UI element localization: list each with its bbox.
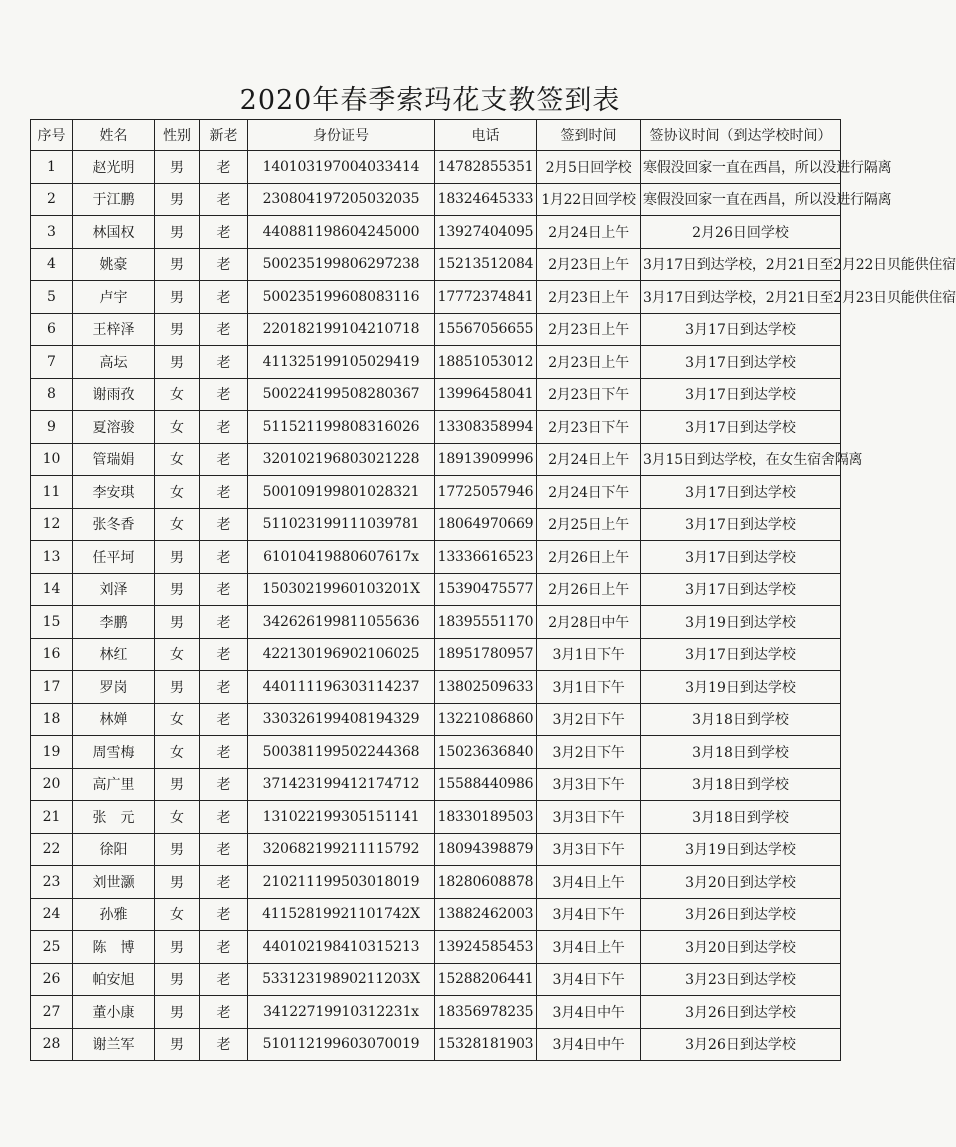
cell-seq: 11 <box>31 476 73 509</box>
cell-sign-in-time: 2月26日上午 <box>537 573 641 606</box>
cell-sign-in-time: 2月23日上午 <box>537 281 641 314</box>
cell-status: 老 <box>200 898 248 931</box>
cell-name: 罗岗 <box>73 671 155 704</box>
cell-id-number: 422130196902106025 <box>248 638 435 671</box>
cell-agreement-time: 3月26日到达学校 <box>641 996 841 1029</box>
table-row <box>31 931 841 964</box>
cell-id-number: 210211199503018019 <box>248 866 435 899</box>
cell-status: 老 <box>200 833 248 866</box>
cell-gender: 男 <box>155 768 200 801</box>
cell-gender: 男 <box>155 151 200 184</box>
cell-status: 老 <box>200 508 248 541</box>
cell-status: 老 <box>200 183 248 216</box>
cell-agreement-time: 3月20日到达学校 <box>641 866 841 899</box>
table-row <box>31 476 841 509</box>
cell-name: 李安琪 <box>73 476 155 509</box>
cell-seq: 16 <box>31 638 73 671</box>
cell-agreement-time: 3月17日到达学校 <box>641 476 841 509</box>
table-row <box>31 996 841 1029</box>
cell-seq: 24 <box>31 898 73 931</box>
cell-phone: 13924585453 <box>435 931 537 964</box>
cell-seq: 20 <box>31 768 73 801</box>
cell-phone: 15288206441 <box>435 963 537 996</box>
cell-gender: 男 <box>155 573 200 606</box>
table-row <box>31 183 841 216</box>
cell-sign-in-time: 3月2日下午 <box>537 703 641 736</box>
table-row <box>31 313 841 346</box>
cell-status: 老 <box>200 248 248 281</box>
cell-status: 老 <box>200 1028 248 1061</box>
table-row <box>31 898 841 931</box>
table-row <box>31 638 841 671</box>
cell-gender: 男 <box>155 606 200 639</box>
table-row <box>31 671 841 704</box>
table-row <box>31 833 841 866</box>
cell-gender: 男 <box>155 996 200 1029</box>
table-row <box>31 378 841 411</box>
cell-name: 任平坷 <box>73 541 155 574</box>
cell-status: 老 <box>200 801 248 834</box>
cell-name: 帕安旭 <box>73 963 155 996</box>
table-row <box>31 963 841 996</box>
cell-name: 李鹏 <box>73 606 155 639</box>
table-row <box>31 736 841 769</box>
cell-sign-in-time: 3月4日上午 <box>537 866 641 899</box>
cell-name: 刘世灏 <box>73 866 155 899</box>
table-row <box>31 606 841 639</box>
cell-name: 卢宇 <box>73 281 155 314</box>
cell-seq: 12 <box>31 508 73 541</box>
cell-seq: 15 <box>31 606 73 639</box>
cell-phone: 15390475577 <box>435 573 537 606</box>
cell-gender: 女 <box>155 736 200 769</box>
table-row <box>31 1028 841 1061</box>
cell-gender: 男 <box>155 931 200 964</box>
cell-id-number: 61010419880607617x <box>248 541 435 574</box>
cell-agreement-time: 寒假没回家一直在西昌，所以没进行隔离 <box>641 151 841 184</box>
cell-sign-in-time: 2月5日回学校 <box>537 151 641 184</box>
cell-agreement-time: 3月19日到达学校 <box>641 671 841 704</box>
cell-id-number: 500109199801028321 <box>248 476 435 509</box>
cell-gender: 男 <box>155 216 200 249</box>
cell-id-number: 510112199603070019 <box>248 1028 435 1061</box>
cell-agreement-time: 3月18日到学校 <box>641 768 841 801</box>
cell-agreement-time: 3月23日到达学校 <box>641 963 841 996</box>
cell-status: 老 <box>200 346 248 379</box>
cell-phone: 17772374841 <box>435 281 537 314</box>
cell-sign-in-time: 3月4日下午 <box>537 898 641 931</box>
cell-name: 徐阳 <box>73 833 155 866</box>
cell-sign-in-time: 3月2日下午 <box>537 736 641 769</box>
cell-seq: 2 <box>31 183 73 216</box>
cell-name: 林国权 <box>73 216 155 249</box>
cell-seq: 23 <box>31 866 73 899</box>
column-header: 姓名 <box>73 120 155 151</box>
cell-gender: 女 <box>155 638 200 671</box>
column-header: 性别 <box>155 120 200 151</box>
table-row <box>31 801 841 834</box>
cell-gender: 男 <box>155 671 200 704</box>
table-row <box>31 346 841 379</box>
table-row <box>31 151 841 184</box>
column-header: 签到时间 <box>537 120 641 151</box>
column-header: 身份证号 <box>248 120 435 151</box>
cell-name: 高坛 <box>73 346 155 379</box>
cell-name: 姚豪 <box>73 248 155 281</box>
cell-status: 老 <box>200 281 248 314</box>
table-header-row <box>31 120 841 151</box>
cell-phone: 15588440986 <box>435 768 537 801</box>
cell-name: 陈 博 <box>73 931 155 964</box>
cell-sign-in-time: 2月26日上午 <box>537 541 641 574</box>
cell-id-number: 320682199211115792 <box>248 833 435 866</box>
cell-id-number: 511023199111039781 <box>248 508 435 541</box>
cell-status: 老 <box>200 313 248 346</box>
cell-phone: 14782855351 <box>435 151 537 184</box>
cell-gender: 男 <box>155 281 200 314</box>
cell-phone: 13882462003 <box>435 898 537 931</box>
cell-phone: 18324645333 <box>435 183 537 216</box>
cell-seq: 25 <box>31 931 73 964</box>
cell-sign-in-time: 2月23日下午 <box>537 378 641 411</box>
cell-phone: 13221086860 <box>435 703 537 736</box>
cell-sign-in-time: 3月4日下午 <box>537 963 641 996</box>
cell-name: 刘泽 <box>73 573 155 606</box>
cell-gender: 男 <box>155 833 200 866</box>
cell-name: 谢雨孜 <box>73 378 155 411</box>
cell-sign-in-time: 2月25日上午 <box>537 508 641 541</box>
cell-seq: 28 <box>31 1028 73 1061</box>
cell-seq: 22 <box>31 833 73 866</box>
cell-seq: 7 <box>31 346 73 379</box>
cell-phone: 18851053012 <box>435 346 537 379</box>
cell-sign-in-time: 2月23日上午 <box>537 248 641 281</box>
cell-status: 老 <box>200 541 248 574</box>
cell-name: 谢兰军 <box>73 1028 155 1061</box>
cell-status: 老 <box>200 378 248 411</box>
cell-id-number: 440102198410315213 <box>248 931 435 964</box>
document-title: 2020年春季索玛花支教签到表 <box>239 85 621 116</box>
cell-agreement-time: 3月18日到学校 <box>641 801 841 834</box>
cell-agreement-time: 3月17日到达学校，2月21日至2月23日贝能供住宿 <box>641 281 841 314</box>
cell-phone: 13802509633 <box>435 671 537 704</box>
cell-id-number: 500224199508280367 <box>248 378 435 411</box>
column-header: 签协议时间（到达学校时间） <box>641 120 841 151</box>
cell-phone: 18064970669 <box>435 508 537 541</box>
cell-seq: 9 <box>31 411 73 444</box>
cell-sign-in-time: 3月4日上午 <box>537 931 641 964</box>
cell-agreement-time: 3月17日到达学校 <box>641 411 841 444</box>
cell-sign-in-time: 3月1日下午 <box>537 671 641 704</box>
cell-gender: 女 <box>155 898 200 931</box>
cell-status: 老 <box>200 703 248 736</box>
cell-agreement-time: 3月26日到达学校 <box>641 898 841 931</box>
cell-gender: 女 <box>155 476 200 509</box>
cell-seq: 21 <box>31 801 73 834</box>
cell-name: 董小康 <box>73 996 155 1029</box>
cell-seq: 19 <box>31 736 73 769</box>
cell-agreement-time: 3月19日到达学校 <box>641 833 841 866</box>
cell-status: 老 <box>200 866 248 899</box>
cell-name: 于江鹏 <box>73 183 155 216</box>
cell-agreement-time: 3月17日到达学校 <box>641 313 841 346</box>
cell-gender: 女 <box>155 508 200 541</box>
cell-gender: 女 <box>155 411 200 444</box>
cell-gender: 女 <box>155 703 200 736</box>
cell-id-number: 500381199502244368 <box>248 736 435 769</box>
cell-name: 高广里 <box>73 768 155 801</box>
cell-gender: 女 <box>155 443 200 476</box>
column-header: 序号 <box>31 120 73 151</box>
cell-name: 管瑞娟 <box>73 443 155 476</box>
cell-sign-in-time: 2月28日中午 <box>537 606 641 639</box>
cell-sign-in-time: 3月4日中午 <box>537 1028 641 1061</box>
cell-name: 张冬香 <box>73 508 155 541</box>
cell-status: 老 <box>200 931 248 964</box>
cell-sign-in-time: 3月3日下午 <box>537 768 641 801</box>
cell-sign-in-time: 2月24日上午 <box>537 443 641 476</box>
table-row <box>31 768 841 801</box>
table-row <box>31 443 841 476</box>
cell-gender: 男 <box>155 346 200 379</box>
cell-id-number: 342626199811055636 <box>248 606 435 639</box>
cell-id-number: 131022199305151141 <box>248 801 435 834</box>
cell-id-number: 140103197004033414 <box>248 151 435 184</box>
cell-sign-in-time: 2月24日下午 <box>537 476 641 509</box>
column-header: 电话 <box>435 120 537 151</box>
cell-seq: 6 <box>31 313 73 346</box>
cell-id-number: 500235199806297238 <box>248 248 435 281</box>
cell-id-number: 330326199408194329 <box>248 703 435 736</box>
cell-status: 老 <box>200 216 248 249</box>
cell-name: 孙雅 <box>73 898 155 931</box>
cell-agreement-time: 3月20日到达学校 <box>641 931 841 964</box>
cell-seq: 18 <box>31 703 73 736</box>
cell-name: 周雪梅 <box>73 736 155 769</box>
cell-id-number: 53312319890211203X <box>248 963 435 996</box>
cell-agreement-time: 3月17日到达学校 <box>641 573 841 606</box>
cell-gender: 女 <box>155 801 200 834</box>
cell-gender: 男 <box>155 541 200 574</box>
cell-agreement-time: 3月17日到达学校 <box>641 541 841 574</box>
cell-name: 赵光明 <box>73 151 155 184</box>
cell-sign-in-time: 2月23日上午 <box>537 346 641 379</box>
cell-gender: 男 <box>155 866 200 899</box>
cell-id-number: 320102196803021228 <box>248 443 435 476</box>
cell-agreement-time: 寒假没回家一直在西昌，所以没进行隔离 <box>641 183 841 216</box>
cell-phone: 18395551170 <box>435 606 537 639</box>
cell-agreement-time: 3月18日到学校 <box>641 736 841 769</box>
table-row <box>31 248 841 281</box>
cell-id-number: 440111196303114237 <box>248 671 435 704</box>
sign-in-table <box>30 119 956 1061</box>
cell-phone: 18330189503 <box>435 801 537 834</box>
cell-sign-in-time: 2月23日下午 <box>537 411 641 444</box>
table-row <box>31 281 841 314</box>
cell-phone: 18094398879 <box>435 833 537 866</box>
table-row <box>31 866 841 899</box>
cell-phone: 18356978235 <box>435 996 537 1029</box>
cell-id-number: 500235199608083116 <box>248 281 435 314</box>
cell-agreement-time: 2月26日回学校 <box>641 216 841 249</box>
cell-sign-in-time: 3月4日中午 <box>537 996 641 1029</box>
cell-status: 老 <box>200 151 248 184</box>
cell-id-number: 15030219960103201X <box>248 573 435 606</box>
cell-gender: 男 <box>155 248 200 281</box>
cell-status: 老 <box>200 638 248 671</box>
cell-seq: 4 <box>31 248 73 281</box>
cell-id-number: 230804197205032035 <box>248 183 435 216</box>
cell-phone: 13927404095 <box>435 216 537 249</box>
cell-status: 老 <box>200 476 248 509</box>
cell-sign-in-time: 3月1日下午 <box>537 638 641 671</box>
cell-id-number: 371423199412174712 <box>248 768 435 801</box>
cell-agreement-time: 3月17日到达学校 <box>641 508 841 541</box>
cell-agreement-time: 3月18日到学校 <box>641 703 841 736</box>
cell-id-number: 440881198604245000 <box>248 216 435 249</box>
cell-seq: 5 <box>31 281 73 314</box>
cell-agreement-time: 3月17日到达学校，2月21日至2月22日贝能供住宿 <box>641 248 841 281</box>
cell-gender: 男 <box>155 963 200 996</box>
cell-id-number: 220182199104210718 <box>248 313 435 346</box>
cell-phone: 13336616523 <box>435 541 537 574</box>
cell-phone: 18280608878 <box>435 866 537 899</box>
cell-status: 老 <box>200 411 248 444</box>
cell-status: 老 <box>200 736 248 769</box>
cell-seq: 14 <box>31 573 73 606</box>
cell-agreement-time: 3月17日到达学校 <box>641 378 841 411</box>
cell-status: 老 <box>200 671 248 704</box>
cell-agreement-time: 3月17日到达学校 <box>641 346 841 379</box>
cell-status: 老 <box>200 443 248 476</box>
cell-seq: 3 <box>31 216 73 249</box>
cell-agreement-time: 3月26日到达学校 <box>641 1028 841 1061</box>
cell-name: 王梓泽 <box>73 313 155 346</box>
cell-phone: 15328181903 <box>435 1028 537 1061</box>
cell-status: 老 <box>200 606 248 639</box>
cell-name: 夏溶骏 <box>73 411 155 444</box>
cell-sign-in-time: 2月24日上午 <box>537 216 641 249</box>
cell-agreement-time: 3月17日到达学校 <box>641 638 841 671</box>
cell-status: 老 <box>200 963 248 996</box>
cell-phone: 15023636840 <box>435 736 537 769</box>
cell-seq: 27 <box>31 996 73 1029</box>
table-row <box>31 508 841 541</box>
table-row <box>31 573 841 606</box>
cell-status: 老 <box>200 573 248 606</box>
cell-name: 张 元 <box>73 801 155 834</box>
cell-gender: 男 <box>155 313 200 346</box>
table-row <box>31 703 841 736</box>
cell-phone: 17725057946 <box>435 476 537 509</box>
cell-phone: 18951780957 <box>435 638 537 671</box>
cell-phone: 13308358994 <box>435 411 537 444</box>
cell-phone: 15567056655 <box>435 313 537 346</box>
table-row <box>31 541 841 574</box>
cell-phone: 13996458041 <box>435 378 537 411</box>
cell-seq: 26 <box>31 963 73 996</box>
cell-gender: 男 <box>155 183 200 216</box>
cell-name: 林红 <box>73 638 155 671</box>
cell-sign-in-time: 2月23日上午 <box>537 313 641 346</box>
cell-sign-in-time: 1月22日回学校 <box>537 183 641 216</box>
table-row <box>31 411 841 444</box>
table-row <box>31 216 841 249</box>
cell-seq: 1 <box>31 151 73 184</box>
column-header: 新老 <box>200 120 248 151</box>
cell-seq: 8 <box>31 378 73 411</box>
cell-status: 老 <box>200 768 248 801</box>
cell-seq: 17 <box>31 671 73 704</box>
cell-gender: 女 <box>155 378 200 411</box>
cell-seq: 10 <box>31 443 73 476</box>
cell-gender: 男 <box>155 1028 200 1061</box>
cell-name: 林婵 <box>73 703 155 736</box>
cell-id-number: 34122719910312231x <box>248 996 435 1029</box>
cell-phone: 15213512084 <box>435 248 537 281</box>
cell-phone: 18913909996 <box>435 443 537 476</box>
cell-agreement-time: 3月15日到达学校，在女生宿舍隔离 <box>641 443 841 476</box>
cell-id-number: 41152819921101742X <box>248 898 435 931</box>
cell-id-number: 411325199105029419 <box>248 346 435 379</box>
cell-agreement-time: 3月19日到达学校 <box>641 606 841 639</box>
cell-sign-in-time: 3月3日下午 <box>537 801 641 834</box>
cell-seq: 13 <box>31 541 73 574</box>
cell-id-number: 511521199808316026 <box>248 411 435 444</box>
cell-status: 老 <box>200 996 248 1029</box>
cell-sign-in-time: 3月3日下午 <box>537 833 641 866</box>
